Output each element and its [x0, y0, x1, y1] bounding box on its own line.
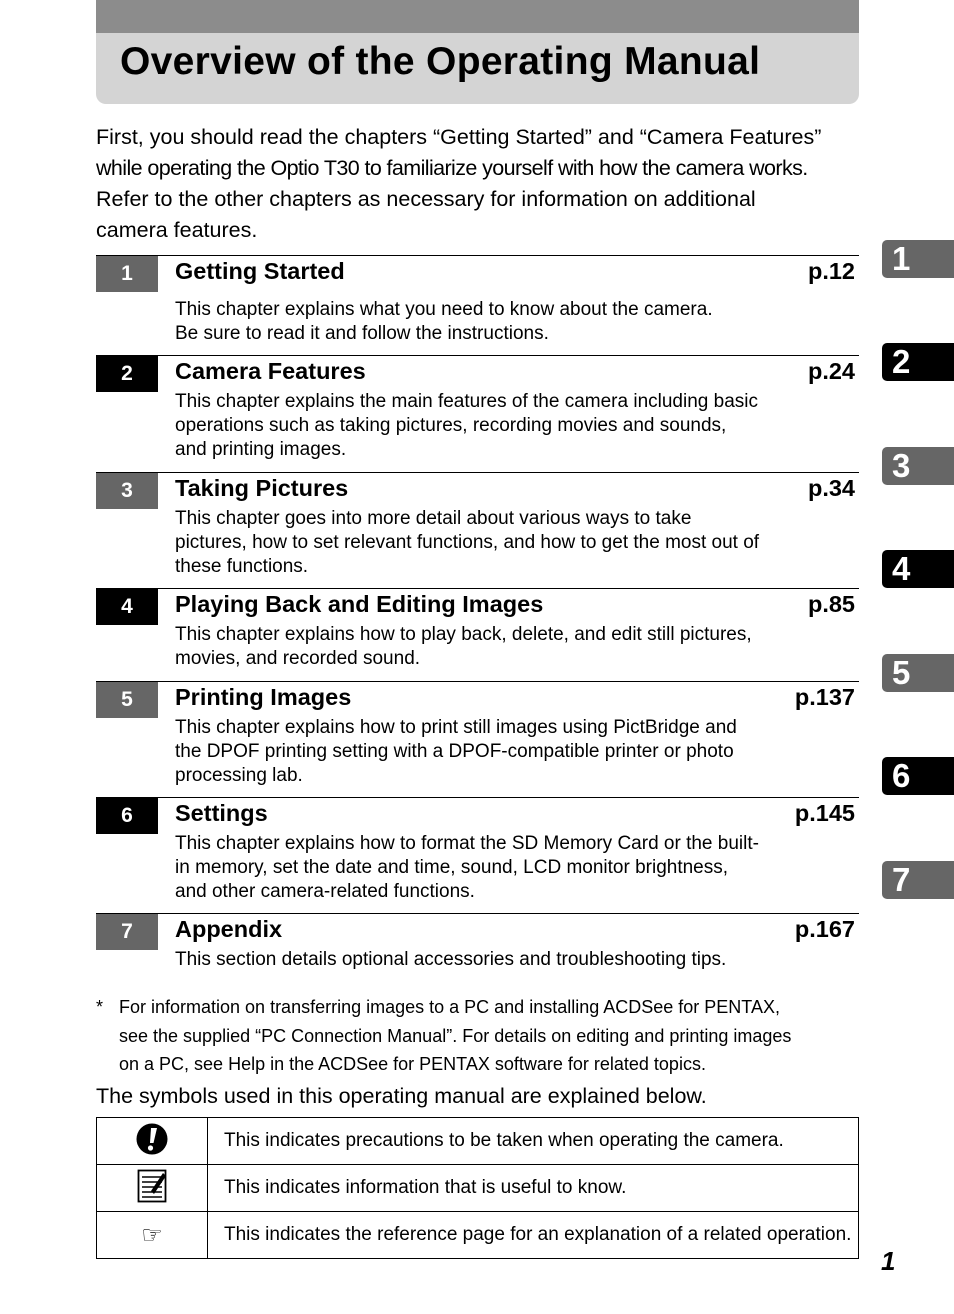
symbol-description: This indicates information that is useful to know. [208, 1165, 859, 1212]
chapter-page-ref[interactable]: p.85 [807, 591, 855, 617]
title-banner-strip [96, 0, 859, 33]
intro-line: while operating the Optio T30 to familiarize yourself with how the camera works. [96, 156, 808, 180]
symbols-row [97, 1165, 859, 1212]
chapter-number-badge: 6 [96, 798, 158, 834]
chapter-page-ref[interactable]: p.12 [807, 258, 855, 284]
chapter-description-line: the DPOF printing setting with a DPOF-compatible printer or photo [175, 741, 734, 762]
memo-icon [137, 1169, 167, 1203]
intro-line: camera features. [96, 218, 258, 242]
intro-line: Refer to the other chapters as necessary for information on additional [96, 187, 756, 211]
chapter-title: Printing Images [175, 684, 352, 710]
caution-icon [135, 1122, 169, 1156]
side-tab-chapter-5[interactable]: 5 [882, 654, 954, 692]
chapter-description-line: Be sure to read it and follow the instructions. [175, 323, 549, 344]
chapter-number-badge: 4 [96, 589, 158, 625]
chapter-description-line: This chapter explains what you need to know about the camera. [175, 299, 713, 320]
intro-line: First, you should read the chapters “Getting Started” and “Camera Features” [96, 125, 822, 149]
chapter-entry-1[interactable] [96, 255, 859, 355]
chapter-description-line: operations such as taking pictures, recording movies and sounds, [175, 415, 727, 436]
chapter-number-badge: 7 [96, 914, 158, 950]
chapter-title: Camera Features [175, 358, 366, 384]
chapter-description [175, 507, 759, 579]
chapter-entry-3[interactable] [96, 472, 859, 589]
chapter-description [175, 390, 758, 462]
symbols-row [97, 1118, 859, 1165]
symbol-icon-cell [97, 1165, 208, 1212]
chapter-description-line: and printing images. [175, 439, 347, 460]
footnote-line: on a PC, see Help in the ACDSee for PENTAX software for related topics. [119, 1054, 706, 1074]
symbol-icon-cell [97, 1118, 208, 1165]
intro-paragraph [96, 122, 866, 246]
page-title: Overview of the Operating Manual [120, 40, 761, 83]
title-banner [96, 0, 859, 104]
chapter-title: Appendix [175, 916, 283, 942]
chapter-number-badge: 5 [96, 682, 158, 718]
chapter-number-badge: 3 [96, 473, 158, 509]
chapter-entry-2[interactable] [96, 355, 859, 472]
chapter-page-ref[interactable]: p.34 [807, 475, 855, 501]
side-tab-chapter-6[interactable]: 6 [882, 757, 954, 795]
symbol-description: This indicates precautions to be taken when operating the camera. [208, 1118, 859, 1165]
chapter-description [175, 716, 737, 788]
side-tab-chapter-4[interactable]: 4 [882, 550, 954, 588]
chapter-description-line: in memory, set the date and time, sound, LCD monitor brightness, [175, 857, 729, 878]
chapter-description-line: processing lab. [175, 765, 303, 786]
chapter-description-line: and other camera-related functions. [175, 881, 475, 902]
page-number: 1 [881, 1246, 896, 1276]
side-tab-chapter-7[interactable]: 7 [882, 861, 954, 899]
chapter-page-ref[interactable]: p.167 [794, 916, 855, 942]
chapter-entry-4[interactable] [96, 588, 859, 681]
chapter-title: Playing Back and Editing Images [175, 591, 544, 617]
chapter-description [175, 948, 726, 972]
footnote [96, 993, 866, 1079]
side-tab-chapter-2[interactable]: 2 [882, 343, 954, 381]
chapter-number-badge: 2 [96, 356, 158, 392]
chapter-description [175, 623, 752, 671]
footnote-marker: * [96, 997, 104, 1017]
symbols-table [96, 1117, 859, 1259]
chapter-description-line: This section details optional accessories and troubleshooting tips. [175, 949, 727, 970]
chapter-description-line: movies, and recorded sound. [175, 648, 421, 669]
chapter-entry-7[interactable] [96, 913, 859, 984]
chapter-title: Taking Pictures [175, 475, 349, 501]
symbols-lead-text: The symbols used in this operating manual are explained below. [96, 1084, 707, 1108]
footnote-line: For information on transferring images to a PC and installing ACDSee for PENTAX, [119, 997, 780, 1017]
symbol-description: This indicates the reference page for an explanation of a related operation. [208, 1212, 859, 1259]
chapter-description-line: This chapter explains the main features of the camera including basic [175, 391, 758, 412]
chapter-description-line: This chapter explains how to play back, delete, and edit still pictures, [175, 624, 752, 645]
chapter-page-ref[interactable]: p.24 [807, 358, 855, 384]
chapter-page-ref[interactable]: p.145 [794, 800, 855, 826]
chapter-title: Getting Started [175, 258, 345, 284]
chapter-title: Settings [175, 800, 268, 826]
chapter-description-line: This chapter explains how to format the SD Memory Card or the built- [175, 833, 759, 854]
chapter-entry-6[interactable] [96, 797, 859, 914]
pointing-hand-icon: ☞ [141, 1221, 163, 1249]
footnote-line: see the supplied “PC Connection Manual”. For details on editing and printing images [119, 1025, 792, 1046]
chapter-description-line: these functions. [175, 556, 309, 577]
symbol-icon-cell [97, 1212, 208, 1259]
chapter-description-line: This chapter explains how to print still images using PictBridge and [175, 717, 737, 738]
side-tab-chapter-1[interactable]: 1 [882, 240, 954, 278]
side-tab-chapter-3[interactable]: 3 [882, 447, 954, 485]
chapter-entry-5[interactable] [96, 681, 859, 798]
chapter-description-line: pictures, how to set relevant functions, and how to get the most out of [175, 532, 760, 553]
symbols-row [97, 1212, 859, 1259]
chapter-number-badge: 1 [96, 256, 158, 292]
chapter-description-line: This chapter goes into more detail about various ways to take [175, 508, 692, 529]
chapter-page-ref[interactable]: p.137 [794, 684, 855, 710]
chapter-description [175, 832, 759, 904]
chapter-description [175, 298, 713, 346]
